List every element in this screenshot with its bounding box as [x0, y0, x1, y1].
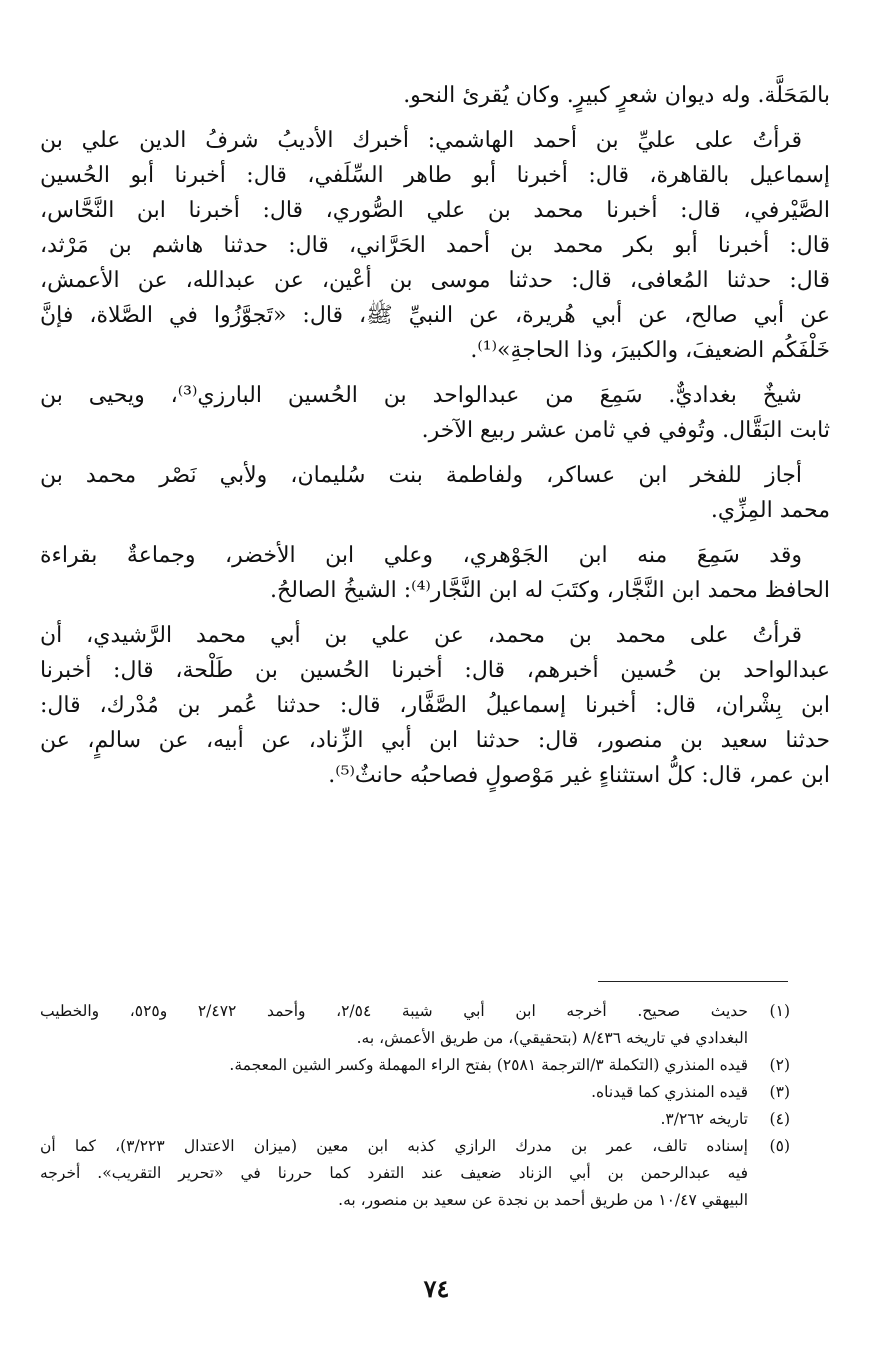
footnotes [40, 998, 790, 1214]
footnote-line: حديث صحيح. أخرجه ابن أبي شيبة ٢/٥٤، وأحمد ٢/٤٧٢ و٥٢٥، والخطيب [40, 1002, 748, 1020]
footnote-line: إسناده تالف، عمر بن مدرك الرازي كذبه ابن معين (ميزان الاعتدال ٣/٢٢٣)، كما أن [40, 1137, 748, 1155]
footnote-text [40, 998, 748, 1052]
footnote-text [40, 1106, 748, 1133]
text-line: قرأتُ على محمد بن محمد، عن علي بن أبي محمد الرَّشيدي، أن [40, 623, 802, 648]
footnote [40, 1052, 790, 1079]
text-line: الصَّيْرفي، قال: أخبرنا محمد بن علي الصُّوري، قال: أخبرنا ابن النَّحَّاس، [40, 198, 830, 223]
footnote-text [40, 1052, 748, 1079]
paragraph-students [40, 538, 830, 608]
footnote-number: (٥) [769, 1137, 790, 1155]
footnote-line: البيهقي ١٠/٤٧ من طريق أحمد بن نجدة عن سعيد بن منصور، به. [338, 1191, 748, 1209]
text-line: إسماعيل بالقاهرة، قال: أخبرنا أبو طاهر السِّلَفي، قال: أخبرنا أبو الحُسين [40, 163, 830, 188]
text-line: محمد المِزِّي. [710, 498, 830, 523]
footnote-line: فيه عبدالرحمن بن أبي الزناد ضعيف عند التفرد كما حررنا في «تحرير التقريب». أخرجه [40, 1164, 748, 1182]
text-line: عن أبي صالح، عن أبي هُريرة، عن النبيِّ ﷺ، قال: «تَجوَّزُوا في الصَّلاة، فإنَّ [40, 303, 830, 328]
footnote [40, 1133, 790, 1214]
footnote [40, 1079, 790, 1106]
paragraph-isnad-2 [40, 618, 830, 793]
page-number: ٧٤ [423, 1274, 450, 1303]
text-line: شيخٌ بغداديٌّ. سَمِعَ من عبدالواحد بن الحُسين البارزي⁽³⁾، ويحيى بن [40, 383, 802, 408]
paragraph-biography [40, 378, 830, 448]
footnote-number: (٣) [769, 1083, 790, 1101]
footnote [40, 998, 790, 1052]
text-line: ابن بِشْران، قال: أخبرنا إسماعيلُ الصَّفَّار، قال: حدثنا عُمر بن مُدْرك، قال: [40, 693, 830, 718]
footnote-divider [598, 981, 788, 982]
footnote-line: قيده المنذري كما قيدناه. [591, 1083, 748, 1101]
text-line: قال: أخبرنا أبو بكر محمد بن أحمد الحَرَّاني، قال: حدثنا هاشم بن مَرْثد، [40, 233, 830, 258]
footnote [40, 1106, 790, 1133]
text-line: ثابت البَقَّال. وتُوفي في ثامن عشر ربيع الآخر. [421, 418, 830, 443]
paragraph-ijaza [40, 458, 830, 528]
footnote-line: قيده المنذري (التكملة ٣/الترجمة ٢٥٨١) بفتح الراء المهملة وكسر الشين المعجمة. [229, 1056, 748, 1074]
text-line: بالمَحَلَّة. وله ديوان شعرٍ كبيرٍ. وكان يُقرئ النحو. [403, 83, 830, 108]
paragraph-intro [40, 78, 830, 113]
footnote-text [40, 1133, 748, 1214]
text-line: عبدالواحد بن حُسين أخبرهم، قال: أخبرنا الحُسين بن طَلْحة، قال: أخبرنا [40, 658, 830, 683]
text-line: ابن عمر، قال: كلُّ استثناءٍ غير مَوْصولٍ فصاحبُه حانثٌ⁽⁵⁾. [328, 763, 830, 788]
main-text [40, 78, 830, 803]
text-line: قال: حدثنا المُعافى، قال: حدثنا موسى بن أعْين، عن عبدالله، عن الأعمش، [40, 268, 830, 293]
footnote-number: (٤) [769, 1110, 790, 1128]
footnote-number: (١) [769, 1002, 790, 1020]
footnote-text [40, 1079, 748, 1106]
footnote-number: (٢) [769, 1056, 790, 1074]
text-line: حدثنا سعيد بن منصور، قال: حدثنا ابن أبي الزِّناد، عن أبيه، عن سالمٍ، عن [40, 728, 830, 753]
text-line: قرأتُ على عليِّ بن أحمد الهاشمي: أخبرك الأديبُ شرفُ الدين علي بن [40, 128, 802, 153]
footnote-line: تاريخه ٣/٢٦٢. [660, 1110, 748, 1128]
text-line: وقد سَمِعَ منه ابن الجَوْهري، وعلي ابن الأخضر، وجماعةٌ بقراءة [40, 543, 802, 568]
paragraph-isnad-1-cont [40, 158, 830, 368]
footnote-line: البغدادي في تاريخه ٨/٤٣٦ (بتحقيقي)، من طريق الأعمش، به. [356, 1029, 748, 1047]
text-line: الحافظ محمد ابن النَّجَّار، وكتَبَ له ابن النَّجَّار⁽⁴⁾: الشيخُ الصالحُ. [270, 578, 830, 603]
text-line: خَلْفَكُم الضعيفَ، والكبيرَ، وذا الحاجةِ»⁽¹⁾. [470, 338, 830, 363]
text-line: أجاز للفخر ابن عساكر، ولفاطمة بنت سُليمان، ولأبي نَصْر محمد بن [40, 463, 802, 488]
paragraph-isnad-1 [40, 123, 830, 158]
